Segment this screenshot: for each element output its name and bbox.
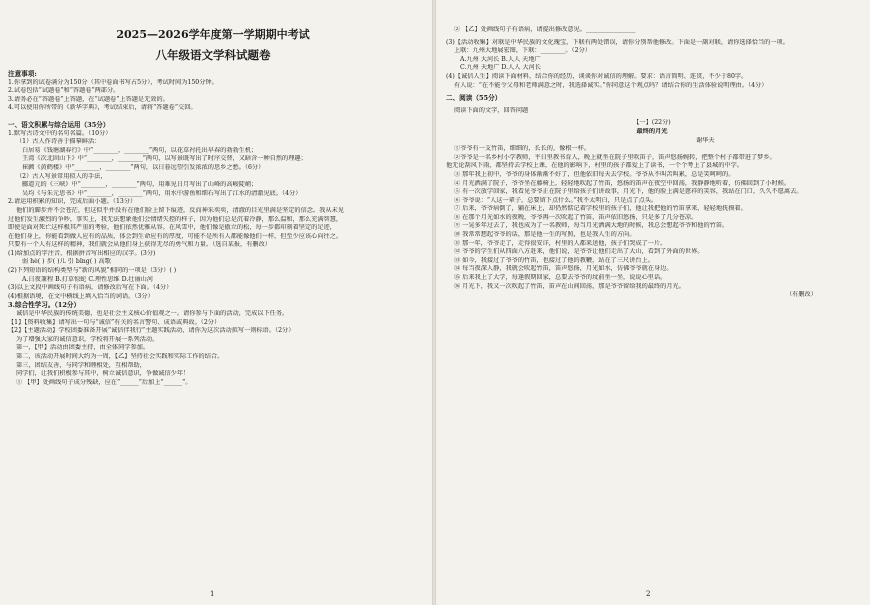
passage-line: ⑤ 有一次放学回家，我看见爷爷正在院子里给孩子们讲故事，月光下，他的脸上满是慈祥的笑容，我站在门口，久久不愿离去。 (454, 188, 803, 196)
note-line: 2.试卷包括“试题卷”和“答题卷”两部分。 (8, 87, 120, 95)
option-line: A.日夜兼程 B.打草惊蛇 C.理性思维 D.壮丽山河 (22, 275, 154, 283)
passage-line: ①爷爷有一支竹笛，细细的，长长的，像根一样。 (454, 145, 591, 153)
question-line: 阅读下面的文字，回答问题 (454, 106, 529, 114)
note-line: 3.请务必在“答题卷”上答题，在“试题卷”上答题是无效的。 (8, 95, 169, 103)
passage-line: 在他们身上，你能看到做人应有的品质，体会到生命应有的厚度，可能不是所有人都能像他们一样，但至少应该心向往之。 (8, 232, 343, 240)
page-right (436, 0, 870, 605)
passage-line: ⑮ 后来我上了大学，每逢假期回家，总要去爷爷的坟前坐一坐，说说心里话。 (454, 274, 667, 282)
passage-line: ⑫ 爷爷的学生们从四面八方赶来，他们说，是爷爷让他们走出了大山，看到了外面的世界。 (454, 248, 704, 256)
question-line: ② 【乙】处画线句子有语病，请提出修改意见。________________ (454, 26, 636, 33)
question-line: 上联：九州大地展宏图，下联：________。（2分） (454, 47, 591, 55)
question-line: (1)给加点的字注音，根据拼音写出相应的汉字。(3分) (8, 249, 156, 257)
page-number: 2 (646, 590, 651, 599)
question-line: 2.请运用积累的知识，完成后面小题。（13分） (8, 198, 137, 206)
passage-line: ⑭ 每当夜深人静，我就会吹起竹笛，笛声悠扬，月光如水，仿佛爷爷就在身边。 (454, 265, 673, 273)
passage-line: 即使是面对死亡这样极其严重的考验，他们依然优雅从容。在风雪中，他们像是傲立的松，每一步都印刻着坚定的足迹， (8, 224, 336, 232)
passage-line: ⑧ 在那个月光如水的夜晚，爷爷再一次吹起了竹笛，笛声依旧悠扬，只是多了几分苍凉。 (454, 213, 698, 221)
question-line: 白居易《钱塘湖春行》中“________，________”两句，以花草衬托出早春的勃勃生机； (22, 146, 258, 154)
passage-line: 为了增强大家的诚信意识，学校将开展一系列活动。 (16, 335, 159, 343)
passage-line: ⑬ 如今，我接过了爷爷的竹笛，也接过了他的教鞭，站在了三尺讲台上。 (454, 256, 654, 264)
question-line: (3)【活动收集】对联是中华民族的文化瑰宝，下联有两处错误，请你分别帮他修改。下面是一副对联，请你选择恰当的一项。 (446, 38, 789, 46)
question-line: (4)【诚信人生】阅读下面材料，结合你的经历，谈谈你对诚信的理解。要求：语言简明、连贯，不少于80字。 (446, 72, 748, 80)
notes-heading: 注意事项: (8, 70, 37, 78)
passage-line: 第一，【甲】活动由团委主持，由全体同学参加。 (16, 344, 150, 352)
question-line: 吴均《与朱元思书》中“________，________”两句，用水中游鱼和细石写出了江水的清澈见底。（4分） (22, 189, 302, 197)
note-line: 4.可以使用你所带的《新华字典》，考试结束后，请将“答题卷”交回。 (8, 104, 197, 112)
section-heading: 二、阅读（55分） (446, 94, 502, 103)
exam-subtitle: 八年级语文学科试题卷 (155, 48, 271, 62)
passage-line: ②爷爷是一名乡村小学教师，平日里教书育人，晚上就坐在院子里吹笛子，笛声悠扬婉转，把整个村子都带进了梦乡。 (454, 153, 776, 161)
question-line: 【2】【主题活动】学校团委准备开展“诚信伴我行”主题实践活动，请你为这次活动拟写一则标语。（2分） (8, 327, 295, 335)
question-line: 王湾《次北固山下》中“________，________”两句，以写景既写出了时序交替，又暗含一种自然的理趣； (22, 155, 307, 163)
question-line: 1.默写古诗文中的名句名篇。（10分） (8, 129, 112, 137)
question-line: ① 【甲】处画线句子成分残缺，应在“______”后加上“______”。 (16, 378, 192, 386)
article-title: 最终的月光 (636, 127, 668, 135)
question-line: （2）古人写景常用拟人的手法， (16, 172, 107, 180)
question-line: 弱 hè( ) 步( )儿 引 bǐng( ) 高歌 (22, 258, 111, 266)
page-number: 1 (210, 590, 215, 599)
option-line: A.九州 大河长 B.人人 天地广 (460, 55, 541, 63)
question-line: 郦道元的《三峡》中“________，________”两句，用难见日月写出了山峰的高峻陡峭； (22, 181, 258, 189)
passage-line: 第三，团结友善，与同学和睦相处，互相帮助， (16, 361, 146, 369)
section-heading: 一、语文积累与综合运用（35分） (8, 120, 110, 129)
passage-line: ④ 月光洒满了院子，爷爷坐在藤椅上，轻轻地吹起了竹笛，悠扬的笛声在夜空中回荡，我静静地听着，仿佛回到了小时候。 (454, 179, 791, 187)
passage-line: ⑨ 一晃多年过去了，我也成为了一名教师，每当月光洒满大地的时候，我总会想起爷爷和他的竹笛。 (454, 222, 729, 230)
question-line: 诚信是中华民族的传统美德，也是社会主义核心价值观之一。请你参与下面的活动，完成以下任务。 (16, 310, 289, 318)
page-left (0, 0, 432, 605)
passage-line: 他们的脚步并不会苍茫，但这似乎并没有在他们脸上留下痕迹，反而神采奕奕，清澈的目光里满是坚定的信念。我从未见 (16, 206, 344, 214)
note-line: 1.你拿到的试卷满分为150分（其中卷面书写占5分），考试时间为150分钟。 (8, 78, 218, 86)
passage-line: ⑥ 爷爷说：“人这一辈子，总要留下点什么。”我不太明白，只是点了点头。 (454, 196, 658, 204)
passage-line: ⑩ 我常常想起爷爷的话，那是他一生的写照，也是我人生的方向。 (454, 231, 636, 239)
passage-line: 同学们，让我们积极参与其中，树立诚信意识，争做诚信少年！ (16, 370, 190, 378)
passage-line: 过他们发生激烈的争吵，事实上，我无法想象他们会情绪失控的样子，因为他们总是沉着冷静，那么温和，那么充满智慧， (8, 215, 343, 223)
question-line: 有人说：“在不能令父母和老师满意之时，我选择诚实。”你同意这个观点吗？请结合你的生活体验说明理由。（4分） (454, 81, 768, 89)
question-line: (4)根据语境，在文中横线上填入恰当的词语。（3分） (8, 292, 154, 300)
passage-line: 只要有一个人有这样的精神，我们就会从他们身上获得无尽的勇气和力量。（选自某报，有删改） (8, 241, 271, 249)
question-line: (2)下列短语的结构类型与“新的风貌”相同的一项是（3分）( ) (8, 267, 177, 275)
passage-line: 第二，该活动开展时间大约为一周，【乙】坚持社会实践和实际工作的结合。 (16, 353, 224, 360)
article-source-note: （有删改） (786, 291, 817, 299)
question-line: （1）古人作诗善于描摹鲜活： (16, 138, 101, 146)
article-author: 谢华天 (696, 136, 715, 144)
question-line: (3)以上文段中画线句子有语病，请修改后写在下面。（4分） (8, 284, 173, 292)
passage-line: 他无论刮风下雨，都坚持去学校上课，在他的影响下，村里的孩子都爱上了读书，一个个考上了县城的中学。 (446, 162, 743, 170)
passage-line: ③ 那年我上初中，爷爷的身体渐渐不好了，但他依旧每天去学校。爷爷从不叫苦叫累，总是笑呵呵的。 (454, 170, 735, 178)
option-line: C.九州 天地广 D.人人 大河长 (460, 64, 541, 72)
question-line: 崔颢《黄鹤楼》中“________，________”两句，以日暮远望引发浓浓的思乡之愁。（6分） (22, 163, 265, 171)
passage-line: ⑦ 后来，爷爷病倒了，躺在床上，却仍然惦记着学校里的孩子们，他让我把他的竹笛拿来，轻轻地抚摸着。 (454, 205, 747, 213)
exam-title: 2025—2026学年度第一学期期中考试 (116, 28, 310, 41)
passage-line: ⑯ 月光下，我又一次吹起了竹笛，笛声在山间回荡，那是爷爷留给我的最终的月光。 (454, 282, 685, 290)
question-line: 3.综合性学习。（12分） (8, 301, 81, 310)
passage-line: ⑪ 那一年，爷爷走了，走得很安详，村里的人都来送他，孩子们哭成了一片。 (454, 239, 667, 247)
question-line: 【1】【资料收集】请写出一句与“诚信”有关的名言警句、成语或典故。（2分） (8, 318, 221, 326)
part-heading: 【一】(22分) (633, 119, 671, 127)
